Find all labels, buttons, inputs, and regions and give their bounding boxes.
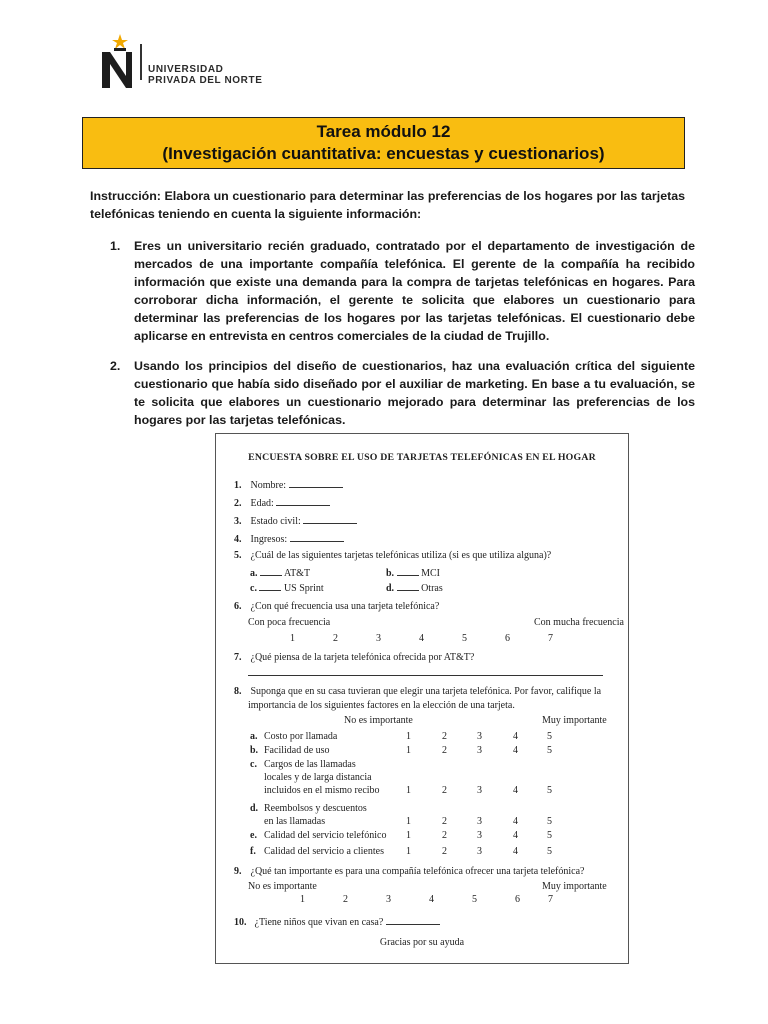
row-label: Cargos de las llamadas	[264, 759, 356, 770]
answer-blank	[276, 496, 330, 506]
answer-blank	[303, 514, 357, 524]
question-text: ¿Cuál de las siguientes tarjetas telefónicas utiliza (si es que utiliza alguna)?	[250, 550, 552, 561]
scale-value: 5	[547, 785, 552, 796]
scale-value: 5	[547, 830, 552, 841]
scale-value: 4	[513, 830, 518, 841]
question-8	[234, 686, 601, 697]
scale-value: 5	[547, 745, 552, 756]
question-number: 1.	[234, 480, 242, 491]
question-6	[234, 601, 439, 612]
question-text: ¿Con qué frecuencia usa una tarjeta telefónica?	[250, 601, 440, 612]
title-box	[82, 117, 685, 169]
question-7	[234, 652, 474, 663]
scale-value: 4	[419, 633, 424, 644]
scale-value: 3	[376, 633, 381, 644]
scale-value: 3	[477, 830, 482, 841]
question-text: Edad:	[250, 498, 274, 509]
title-line-2: (Investigación cuantitativa: encuestas y cuestionarios)	[162, 144, 605, 163]
scale-value: 4	[429, 894, 434, 905]
scale-value: 4	[513, 745, 518, 756]
question-number: 10.	[234, 917, 247, 928]
scale-high-label: Muy importante	[542, 715, 607, 726]
option-label: Otras	[421, 583, 443, 594]
scale-value: 2	[442, 745, 447, 756]
option-letter: c.	[250, 583, 257, 594]
question-9	[234, 866, 584, 877]
survey-image	[215, 433, 629, 964]
row-label: Costo por llamada	[264, 731, 338, 742]
scale-value: 5	[547, 731, 552, 742]
logo-text	[148, 64, 262, 86]
item-number: 1.	[110, 239, 121, 253]
scale-value: 2	[442, 785, 447, 796]
scale-value: 1	[406, 785, 411, 796]
question-2	[234, 496, 330, 509]
scale-value: 3	[477, 785, 482, 796]
question-number: 7.	[234, 652, 242, 663]
scale-value: 2	[442, 830, 447, 841]
scale-value: 3	[477, 731, 482, 742]
logo-line-2: PRIVADA DEL NORTE	[148, 75, 263, 86]
scale-value: 2	[333, 633, 338, 644]
scale-value: 3	[477, 846, 482, 857]
question-number: 5.	[234, 550, 242, 561]
scale-value: 6	[505, 633, 510, 644]
scale-value: 1	[290, 633, 295, 644]
question-3	[234, 514, 357, 527]
row-letter: f.	[250, 846, 256, 857]
answer-blank	[260, 566, 282, 576]
question-text: Ingresos:	[250, 534, 288, 545]
scale-value: 2	[442, 846, 447, 857]
scale-value: 3	[477, 745, 482, 756]
option-label: AT&T	[283, 568, 311, 579]
scale-value: 1	[300, 894, 305, 905]
question-text: Suponga que en su casa tuvieran que elegir una tarjeta telefónica. Por favor, califique la	[250, 686, 602, 697]
list-item	[110, 237, 695, 345]
logo-divider	[140, 44, 142, 80]
upn-logo-mark-icon	[100, 34, 138, 90]
question-number: 3.	[234, 516, 242, 527]
question-text: ¿Tiene niños que vivan en casa?	[254, 917, 384, 928]
scale-value: 1	[406, 816, 411, 827]
scale-value: 3	[386, 894, 391, 905]
question-number: 2.	[234, 498, 242, 509]
title-line-1: Tarea módulo 12	[316, 122, 451, 141]
scale-high-label: Muy importante	[542, 881, 607, 892]
option-label: US Sprint	[283, 583, 324, 594]
answer-blank	[397, 566, 419, 576]
row-label: Reembolsos y descuentos	[264, 803, 367, 814]
question-1	[234, 478, 343, 491]
question-4	[234, 532, 344, 545]
row-label: en las llamadas	[264, 816, 326, 827]
row-letter: a.	[250, 731, 258, 742]
scale-value: 1	[406, 846, 411, 857]
scale-value: 7	[548, 894, 553, 905]
scale-value: 2	[343, 894, 348, 905]
scale-value: 4	[513, 846, 518, 857]
instruction-label: Instrucción:	[90, 189, 161, 203]
option-letter: b.	[386, 568, 395, 579]
row-label: Calidad del servicio a clientes	[264, 846, 384, 857]
option-c	[250, 581, 324, 594]
question-text: ¿Qué piensa de la tarjeta telefónica ofrecida por AT&T?	[250, 652, 475, 663]
option-d	[386, 581, 443, 594]
option-b	[386, 566, 440, 579]
option-letter: a.	[250, 568, 258, 579]
scale-value: 4	[513, 785, 518, 796]
scale-value: 5	[547, 846, 552, 857]
instruction-paragraph	[90, 187, 685, 223]
survey-title: ENCUESTA SOBRE EL USO DE TARJETAS TELEFÓNICAS EN EL HOGAR	[248, 452, 596, 463]
option-letter: d.	[386, 583, 395, 594]
question-text: Nombre:	[250, 480, 287, 491]
answer-blank	[289, 478, 343, 488]
row-label: locales y de larga distancia	[264, 772, 372, 783]
scale-value: 4	[513, 816, 518, 827]
scale-value: 1	[406, 745, 411, 756]
row-letter: d.	[250, 803, 259, 814]
scale-value: 3	[477, 816, 482, 827]
scale-value: 4	[513, 731, 518, 742]
question-number: 6.	[234, 601, 242, 612]
scale-low-label: No es importante	[344, 715, 413, 726]
item-text: Eres un universitario recién graduado, contratado por el departamento de investigación de mercados de una importante compañía telefónica. El gerente de la compañía ha recibido información que existe una demanda para la compra de tarjetas telefónicas en hogares. Para corroborar dicha información, el gerente te solicita que elabores un cuestionario para determinar las preferencias de los hogares por las tarjetas telefónicas. El cuestionario debe aplicarse en entrevista en centros comerciales de la ciudad de Trujillo.	[134, 239, 695, 343]
logo-line-1: UNIVERSIDAD	[148, 64, 224, 75]
answer-blank	[397, 581, 419, 591]
option-a	[250, 566, 310, 579]
row-letter: e.	[250, 830, 257, 841]
list-item	[110, 357, 695, 429]
scale-value: 7	[548, 633, 553, 644]
item-text: Usando los principios del diseño de cuestionarios, haz una evaluación crítica del siguiente cuestionario que había sido diseñado por el auxiliar de marketing. En base a tu evaluación, se te solicita que elabores un cuestionario mejorado para determinar las preferencias de los hogares por las tarjetas telefónicas.	[134, 359, 695, 427]
scale-value: 2	[442, 816, 447, 827]
question-text: Estado civil:	[250, 516, 301, 527]
instruction-text: Elabora un cuestionario para determinar las preferencias de los hogares por las tarjetas telefónicas teniendo en cuenta la siguiente información:	[90, 189, 685, 221]
option-label: MCI	[421, 568, 440, 579]
answer-blank	[259, 581, 281, 591]
scale-value: 2	[442, 731, 447, 742]
question-text: ¿Qué tan importante es para una compañía telefónica ofrecer una tarjeta telefónica?	[250, 866, 585, 877]
question-number: 8.	[234, 686, 242, 697]
scale-low-label: Con poca frecuencia	[248, 617, 331, 628]
question-text-cont: importancia de los siguientes factores en la elección de una tarjeta.	[248, 700, 515, 711]
item-number: 2.	[110, 359, 121, 373]
scale-low-label: No es importante	[248, 881, 317, 892]
scale-value: 1	[406, 731, 411, 742]
question-5	[234, 550, 551, 561]
answer-blank	[386, 915, 440, 925]
row-letter: b.	[250, 745, 259, 756]
question-number: 4.	[234, 534, 242, 545]
row-label: Facilidad de uso	[264, 745, 330, 756]
row-letter: c.	[250, 759, 257, 770]
row-label: incluidos en el mismo recibo	[264, 785, 380, 796]
scale-value: 5	[462, 633, 467, 644]
university-logo	[100, 34, 300, 92]
answer-line	[248, 675, 603, 676]
scale-value: 5	[547, 816, 552, 827]
scale-value: 5	[472, 894, 477, 905]
scale-value: 1	[406, 830, 411, 841]
scale-value: 6	[515, 894, 520, 905]
question-10	[234, 915, 440, 928]
scale-high-label: Con mucha frecuencia	[534, 617, 624, 628]
question-number: 9.	[234, 866, 242, 877]
closing-text: Gracias por su ayuda	[379, 937, 465, 948]
answer-blank	[290, 532, 344, 542]
row-label: Calidad del servicio telefónico	[264, 830, 387, 841]
